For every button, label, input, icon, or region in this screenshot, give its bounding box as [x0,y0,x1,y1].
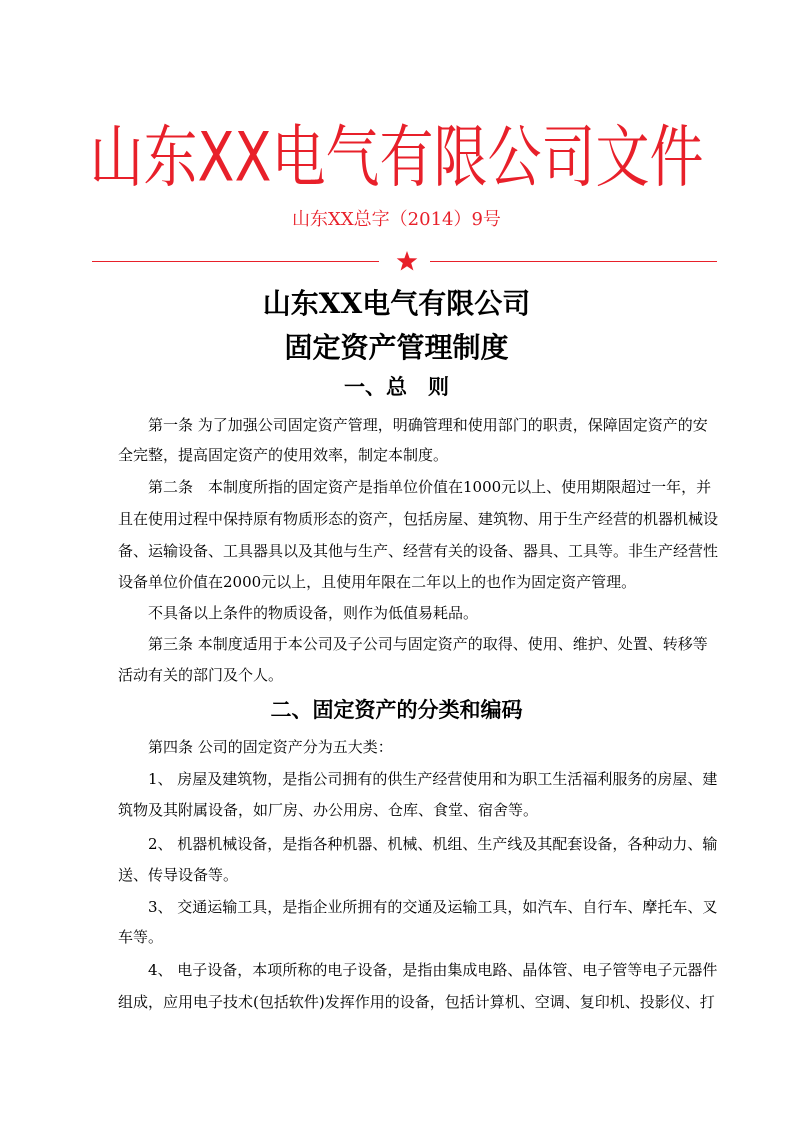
body-line: 筑物及其附属设备，如厂房、办公用房、仓库、食堂、宿舍等。 [118,801,539,819]
body-line: 2、 机器机械设备，是指各种机器、机械、机组、生产线及其配套设备，各种动力、输 [118,835,718,853]
body-line: 送、传导设备等。 [118,866,239,884]
body-line: 车等。 [118,928,164,946]
body-line: 备、运输设备、工具器具以及其他与生产、经营有关的设备、器具、工具等。非生产经营性 [118,542,719,560]
document-title-line-2: 固定资产管理制度 [284,331,509,364]
body-line: 第四条 公司的固定资产分为五大类： [118,738,393,756]
body-line: 1、 房屋及建筑物，是指公司拥有的供生产经营使用和为职工生活福利服务的房屋、建 [118,770,718,788]
body-line: 3、 交通运输工具，是指企业所拥有的交通及运输工具，如汽车、自行车、摩托车、叉 [118,898,718,916]
org-document-header: 山东XX电气有限公司文件 [89,118,704,197]
body-line: 第二条 本制度所指的固定资产是指单位价值在1000元以上、使用期限超过一年，并 [118,478,712,496]
section-heading-classification: 二、固定资产的分类和编码 [270,697,523,722]
body-line: 且在使用过程中保持原有物质形态的资产，包括房屋、建筑物、用于生产经营的机器机械设 [118,510,719,528]
star-icon [395,249,419,273]
body-line: 全完整，提高固定资产的使用效率，制定本制度。 [118,446,449,464]
header-divider-left [92,261,379,262]
body-line: 第三条 本制度适用于本公司及子公司与固定资产的取得、使用、维护、处置、转移等 [118,635,708,653]
section-heading-general: 一、总 则 [344,374,449,399]
header-divider-right [430,261,717,262]
document-number: 山东XX总字（2014）9号 [292,209,501,230]
document-title-line-1: 山东XX电气有限公司 [262,287,531,320]
body-line: 4、 电子设备，本项所称的电子设备，是指由集成电路、晶体管、电子管等电子元器件 [118,961,718,979]
body-line: 组成，应用电子技术(包括软件)发挥作用的设备，包括计算机、空调、复印机、投影仪、打 [118,993,715,1011]
body-line: 第一条 为了加强公司固定资产管理，明确管理和使用部门的职责，保障固定资产的安 [118,416,708,434]
body-line: 设备单位价值在2000元以上，且使用年限在二年以上的也作为固定资产管理。 [118,573,637,591]
body-line: 活动有关的部门及个人。 [118,666,284,684]
body-line: 不具备以上条件的物质设备，则作为低值易耗品。 [118,604,479,622]
